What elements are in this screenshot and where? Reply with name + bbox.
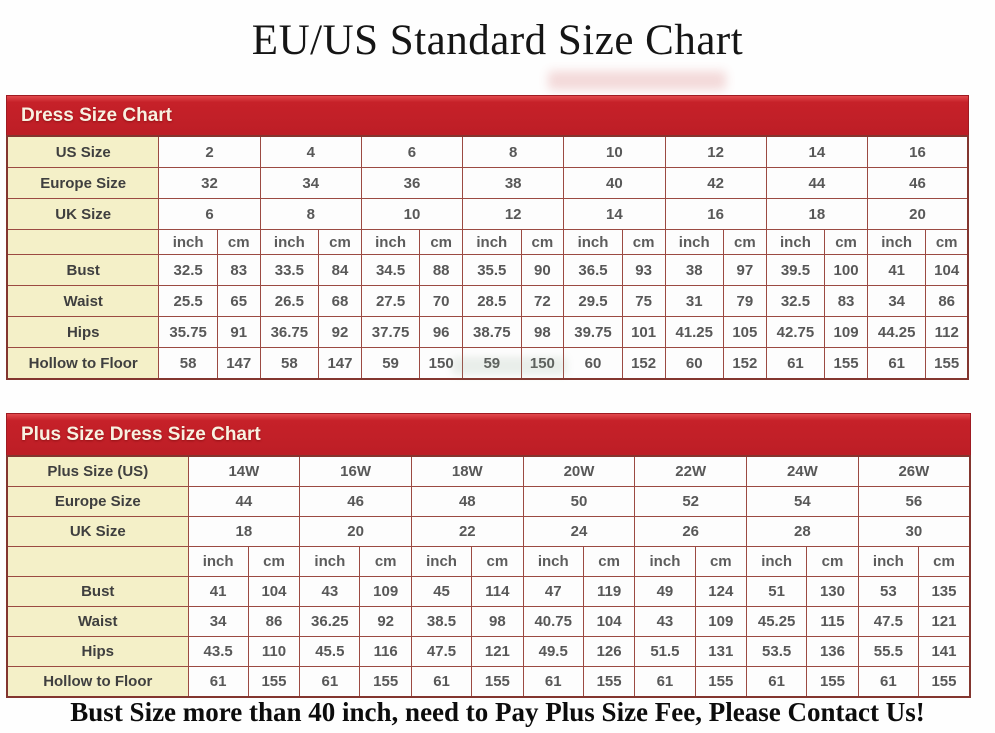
inch-value-cell: 53.5 [747, 637, 807, 667]
inch-value-cell: 61 [188, 667, 248, 698]
inch-value-cell: 32.5 [766, 286, 824, 317]
inch-value-cell: 31 [665, 286, 723, 317]
inch-value-cell: 45.25 [747, 607, 807, 637]
cm-value-cell: 70 [420, 286, 463, 317]
inch-value-cell: 59 [463, 348, 521, 380]
row-label-cell: Europe Size [7, 487, 188, 517]
inch-value-cell: 47.5 [858, 607, 918, 637]
cm-value-cell: 114 [472, 577, 524, 607]
inch-value-cell: 40.75 [523, 607, 583, 637]
size-value-cell: 46 [867, 168, 968, 199]
row-label-cell: Bust [7, 577, 188, 607]
cm-value-cell: 75 [622, 286, 665, 317]
table-row-hollow-to-floor [7, 348, 968, 380]
cm-value-cell: 90 [521, 255, 564, 286]
unit-header-cell: inch [564, 230, 622, 255]
cm-value-cell: 86 [248, 607, 300, 637]
size-value-cell: 8 [260, 199, 361, 230]
size-value-cell: 32 [159, 168, 260, 199]
cm-value-cell: 104 [583, 607, 635, 637]
inch-value-cell: 34.5 [361, 255, 419, 286]
cm-value-cell: 100 [825, 255, 868, 286]
cm-value-cell: 104 [926, 255, 968, 286]
inch-value-cell: 39.5 [766, 255, 824, 286]
size-value-cell: 44 [188, 487, 300, 517]
cm-value-cell: 150 [420, 348, 463, 380]
unit-header-cell: cm [622, 230, 665, 255]
inch-value-cell: 38 [665, 255, 723, 286]
size-value-cell: 52 [635, 487, 747, 517]
cm-value-cell: 116 [360, 637, 412, 667]
size-value-cell: 26W [858, 456, 970, 487]
table-row-hollow-to-floor [7, 667, 970, 698]
cm-value-cell: 152 [622, 348, 665, 380]
inch-value-cell: 51.5 [635, 637, 695, 667]
unit-header-cell: inch [159, 230, 217, 255]
inch-value-cell: 38.5 [411, 607, 471, 637]
cm-value-cell: 109 [695, 607, 747, 637]
inch-value-cell: 61 [747, 667, 807, 698]
cm-value-cell: 98 [472, 607, 524, 637]
inch-value-cell: 25.5 [159, 286, 217, 317]
red-watermark-smudge [548, 71, 726, 90]
unit-header-cell: cm [825, 230, 868, 255]
table-row-bust [7, 255, 968, 286]
cm-value-cell: 84 [319, 255, 362, 286]
unit-header-cell: cm [926, 230, 968, 255]
cm-value-cell: 101 [622, 317, 665, 348]
row-label-cell: Waist [7, 607, 188, 637]
inch-value-cell: 35.5 [463, 255, 521, 286]
inch-value-cell: 43.5 [188, 637, 248, 667]
size-value-cell: 14W [188, 456, 300, 487]
unit-header-cell: inch [361, 230, 419, 255]
inch-value-cell: 45.5 [300, 637, 360, 667]
standard-chart-header: Dress Size Chart [6, 95, 969, 135]
table-row-hips [7, 317, 968, 348]
size-value-cell: 54 [747, 487, 859, 517]
size-value-cell: 50 [523, 487, 635, 517]
plus-size-fee-notice: Bust Size more than 40 inch, need to Pay Plus Size Fee, Please Contact Us! [70, 697, 925, 727]
cm-value-cell: 105 [723, 317, 766, 348]
unit-header-cell: inch [411, 547, 471, 577]
inch-value-cell: 38.75 [463, 317, 521, 348]
standard-size-table [6, 135, 969, 380]
size-value-cell: 48 [411, 487, 523, 517]
cm-value-cell: 72 [521, 286, 564, 317]
cm-value-cell: 155 [248, 667, 300, 698]
inch-value-cell: 28.5 [463, 286, 521, 317]
size-value-cell: 22 [411, 517, 523, 547]
cm-value-cell: 115 [807, 607, 859, 637]
inch-value-cell: 26.5 [260, 286, 318, 317]
cm-value-cell: 155 [918, 667, 970, 698]
size-value-cell: 56 [858, 487, 970, 517]
table-row-waist [7, 607, 970, 637]
cm-value-cell: 97 [723, 255, 766, 286]
inch-value-cell: 34 [188, 607, 248, 637]
unit-header-cell: inch [260, 230, 318, 255]
page-title: EU/US Standard Size Chart [251, 17, 744, 64]
row-label-cell: Hips [7, 637, 188, 667]
cm-value-cell: 130 [807, 577, 859, 607]
cm-value-cell: 131 [695, 637, 747, 667]
cm-value-cell: 110 [248, 637, 300, 667]
unit-header-cell: inch [188, 547, 248, 577]
unit-header-cell: inch [665, 230, 723, 255]
size-value-cell: 46 [300, 487, 412, 517]
cm-value-cell: 98 [521, 317, 564, 348]
row-label-cell: Waist [7, 286, 159, 317]
cm-value-cell: 119 [583, 577, 635, 607]
unit-header-cell: cm [521, 230, 564, 255]
table-row-uk-size [7, 517, 970, 547]
row-label-cell: Hollow to Floor [7, 667, 188, 698]
inch-value-cell: 61 [766, 348, 824, 380]
cm-value-cell: 68 [319, 286, 362, 317]
cm-value-cell: 155 [825, 348, 868, 380]
table-row-plus-size-us [7, 456, 970, 487]
cm-value-cell: 92 [360, 607, 412, 637]
unit-header-cell: inch [635, 547, 695, 577]
unit-header-cell: cm [360, 547, 412, 577]
table-row-hips [7, 637, 970, 667]
unit-header-cell: cm [723, 230, 766, 255]
cm-value-cell: 150 [521, 348, 564, 380]
inch-value-cell: 36.5 [564, 255, 622, 286]
size-value-cell: 30 [858, 517, 970, 547]
cm-value-cell: 86 [926, 286, 968, 317]
inch-value-cell: 60 [564, 348, 622, 380]
size-value-cell: 18 [188, 517, 300, 547]
size-value-cell: 2 [159, 136, 260, 168]
cm-value-cell: 121 [918, 607, 970, 637]
size-value-cell: 8 [463, 136, 564, 168]
row-label-cell: UK Size [7, 517, 188, 547]
inch-value-cell: 35.75 [159, 317, 217, 348]
inch-value-cell: 55.5 [858, 637, 918, 667]
size-value-cell: 14 [564, 199, 665, 230]
row-label-cell: Hips [7, 317, 159, 348]
inch-value-cell: 58 [159, 348, 217, 380]
cm-value-cell: 126 [583, 637, 635, 667]
inch-value-cell: 41 [188, 577, 248, 607]
inch-value-cell: 61 [867, 348, 925, 380]
inch-value-cell: 47.5 [411, 637, 471, 667]
cm-value-cell: 88 [420, 255, 463, 286]
standard-size-chart [6, 95, 969, 380]
unit-header-cell: cm [807, 547, 859, 577]
unit-header-cell: cm [472, 547, 524, 577]
inch-value-cell: 49.5 [523, 637, 583, 667]
unit-header-cell: cm [695, 547, 747, 577]
inch-value-cell: 39.75 [564, 317, 622, 348]
inch-value-cell: 61 [523, 667, 583, 698]
size-value-cell: 12 [463, 199, 564, 230]
inch-value-cell: 34 [867, 286, 925, 317]
row-label-cell: Plus Size (US) [7, 456, 188, 487]
size-value-cell: 20 [300, 517, 412, 547]
inch-value-cell: 45 [411, 577, 471, 607]
cm-value-cell: 147 [319, 348, 362, 380]
inch-value-cell: 44.25 [867, 317, 925, 348]
size-value-cell: 34 [260, 168, 361, 199]
inch-value-cell: 42.75 [766, 317, 824, 348]
size-value-cell: 24 [523, 517, 635, 547]
size-value-cell: 18W [411, 456, 523, 487]
size-value-cell: 12 [665, 136, 766, 168]
table-row-bust [7, 577, 970, 607]
cm-value-cell: 147 [217, 348, 260, 380]
unit-header-cell: cm [319, 230, 362, 255]
table-row-units [7, 547, 970, 577]
cm-value-cell: 92 [319, 317, 362, 348]
unit-header-cell: inch [300, 547, 360, 577]
size-value-cell: 38 [463, 168, 564, 199]
size-value-cell: 16W [300, 456, 412, 487]
inch-value-cell: 33.5 [260, 255, 318, 286]
plus-chart-header: Plus Size Dress Size Chart [6, 413, 971, 455]
unit-header-cell: cm [583, 547, 635, 577]
cm-value-cell: 136 [807, 637, 859, 667]
unit-header-cell: cm [918, 547, 970, 577]
inch-value-cell: 53 [858, 577, 918, 607]
row-label-cell: Bust [7, 255, 159, 286]
inch-value-cell: 61 [411, 667, 471, 698]
size-value-cell: 42 [665, 168, 766, 199]
size-value-cell: 26 [635, 517, 747, 547]
size-value-cell: 20 [867, 199, 968, 230]
row-label-cell: Hollow to Floor [7, 348, 159, 380]
inch-value-cell: 43 [300, 577, 360, 607]
size-value-cell: 4 [260, 136, 361, 168]
row-label-cell-empty [7, 230, 159, 255]
inch-value-cell: 36.25 [300, 607, 360, 637]
inch-value-cell: 29.5 [564, 286, 622, 317]
cm-value-cell: 135 [918, 577, 970, 607]
unit-header-cell: inch [867, 230, 925, 255]
size-value-cell: 10 [564, 136, 665, 168]
inch-value-cell: 60 [665, 348, 723, 380]
inch-value-cell: 49 [635, 577, 695, 607]
size-value-cell: 18 [766, 199, 867, 230]
unit-header-cell: inch [523, 547, 583, 577]
cm-value-cell: 79 [723, 286, 766, 317]
size-value-cell: 28 [747, 517, 859, 547]
unit-header-cell: cm [420, 230, 463, 255]
cm-value-cell: 112 [926, 317, 968, 348]
unit-header-cell: inch [463, 230, 521, 255]
cm-value-cell: 155 [695, 667, 747, 698]
size-value-cell: 16 [665, 199, 766, 230]
cm-value-cell: 155 [926, 348, 968, 380]
table-row-waist [7, 286, 968, 317]
cm-value-cell: 155 [807, 667, 859, 698]
cm-value-cell: 155 [472, 667, 524, 698]
size-value-cell: 6 [159, 199, 260, 230]
inch-value-cell: 41 [867, 255, 925, 286]
size-value-cell: 22W [635, 456, 747, 487]
row-label-cell: Europe Size [7, 168, 159, 199]
table-row-europe-size [7, 487, 970, 517]
inch-value-cell: 61 [858, 667, 918, 698]
size-value-cell: 24W [747, 456, 859, 487]
unit-header-cell: cm [217, 230, 260, 255]
size-value-cell: 10 [361, 199, 462, 230]
size-value-cell: 36 [361, 168, 462, 199]
inch-value-cell: 27.5 [361, 286, 419, 317]
cm-value-cell: 109 [360, 577, 412, 607]
size-value-cell: 40 [564, 168, 665, 199]
cm-value-cell: 124 [695, 577, 747, 607]
row-label-cell: US Size [7, 136, 159, 168]
plus-size-table [6, 455, 971, 698]
inch-value-cell: 61 [635, 667, 695, 698]
cm-value-cell: 93 [622, 255, 665, 286]
inch-value-cell: 41.25 [665, 317, 723, 348]
cm-value-cell: 109 [825, 317, 868, 348]
unit-header-cell: inch [766, 230, 824, 255]
row-label-cell: UK Size [7, 199, 159, 230]
inch-value-cell: 59 [361, 348, 419, 380]
cm-value-cell: 83 [825, 286, 868, 317]
cm-value-cell: 91 [217, 317, 260, 348]
unit-header-cell: inch [747, 547, 807, 577]
inch-value-cell: 43 [635, 607, 695, 637]
table-row-us-size [7, 136, 968, 168]
table-row-europe-size [7, 168, 968, 199]
row-label-cell-empty [7, 547, 188, 577]
cm-value-cell: 155 [583, 667, 635, 698]
inch-value-cell: 51 [747, 577, 807, 607]
inch-value-cell: 58 [260, 348, 318, 380]
cm-value-cell: 155 [360, 667, 412, 698]
unit-header-cell: inch [858, 547, 918, 577]
cm-value-cell: 83 [217, 255, 260, 286]
inch-value-cell: 61 [300, 667, 360, 698]
cm-value-cell: 65 [217, 286, 260, 317]
size-value-cell: 14 [766, 136, 867, 168]
cm-value-cell: 121 [472, 637, 524, 667]
inch-value-cell: 37.75 [361, 317, 419, 348]
table-row-uk-size [7, 199, 968, 230]
inch-value-cell: 32.5 [159, 255, 217, 286]
size-value-cell: 44 [766, 168, 867, 199]
cm-value-cell: 152 [723, 348, 766, 380]
size-value-cell: 20W [523, 456, 635, 487]
size-value-cell: 6 [361, 136, 462, 168]
unit-header-cell: cm [248, 547, 300, 577]
inch-value-cell: 36.75 [260, 317, 318, 348]
plus-size-chart [6, 413, 971, 698]
table-row-units [7, 230, 968, 255]
size-value-cell: 16 [867, 136, 968, 168]
cm-value-cell: 104 [248, 577, 300, 607]
cm-value-cell: 141 [918, 637, 970, 667]
inch-value-cell: 47 [523, 577, 583, 607]
cm-value-cell: 96 [420, 317, 463, 348]
